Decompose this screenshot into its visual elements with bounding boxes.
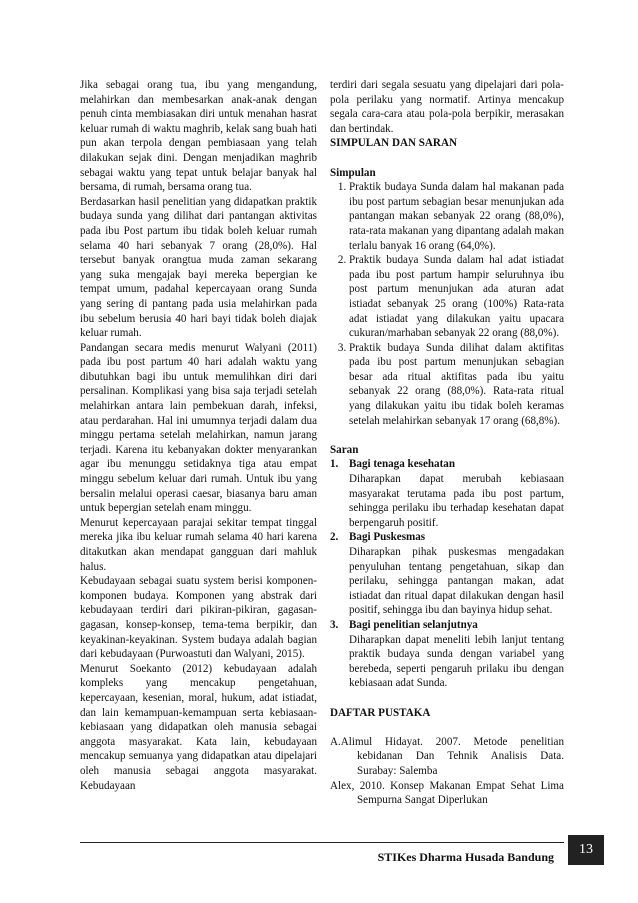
simpulan-list xyxy=(330,180,564,428)
saran-text: Diharapkan pihak puskesmas mengadakan penyuluhan tentang pengetahuan, sikap dan perilaku, sehingga pantangan makan, adat istiadat dan ritual dapat dilakukan dengan hasil positif, sehingga ibu dan bayinya hidup sehat. xyxy=(349,546,564,617)
saran-text: Diharapkan dapat merubah kebiasaan masyarakat terutama pada ibu post partum, sehingga perilaku ibu terhadap kesehatan dapat berpengaruh positif. xyxy=(349,473,564,529)
footer-divider xyxy=(80,842,564,843)
references-heading: DAFTAR PUSTAKA xyxy=(330,706,431,719)
saran-number: 2. xyxy=(330,531,339,544)
saran-item xyxy=(330,530,564,618)
paragraph: terdiri dari segala sesuatu yang dipelajari dari pola-pola perilaku yang normatif. Artinya mencakup segala cara-cara atau pola-pola berpikir, merasakan dan bertindak. xyxy=(330,79,564,135)
saran-item xyxy=(330,618,564,691)
simpulan-heading: Simpulan xyxy=(330,166,376,179)
right-column xyxy=(330,78,564,808)
left-column xyxy=(80,78,317,793)
paragraph: Jika sebagai orang tua, ibu yang mengandung, melahirkan dan membesarkan anak-anak dengan penuh cinta membiasakan diri untuk menahan hasrat keluar rumah di waktu maghrib, kelak sang buah hati pun akan terpola dengan pembiasaan yang telah dilakukan sejak dini. Dengan menjadikan maghrib sebagai waktu yang tepat untuk belajar banyak hal bersama, di rumah, bersama orang tua. xyxy=(80,79,317,194)
paragraph: Berdasarkan hasil penelitian yang didapatkan praktik budaya sunda yang dilihat dari pantangan aktivitas pada ibu Post partum ibu tidak boleh keluar rumah selama 40 hari sebanyak 7 orang (28,0%). Hal tersebut banyak orangtua muda zaman sekarang yang suka mengajak bayi mereka bepergian ke tempat umum, padahal kepercayaan orang Sunda yang sering di pantang pada usia melahirkan pada ibu sebelum berusia 40 hari bayi tidak boleh diajak keluar rumah. xyxy=(80,195,317,340)
saran-text: Diharapkan dapat meneliti lebih lanjut tentang praktik budaya sunda dengan variabel yang berebeda, seperti pengaruh prilaku ibu dengan kebiasaan adat Sunda. xyxy=(349,633,564,690)
saran-title: Bagi tenaga kesehatan xyxy=(349,458,456,471)
saran-number: 1. xyxy=(330,458,339,471)
saran-item xyxy=(330,457,564,530)
saran-number: 3. xyxy=(330,618,339,631)
paragraph: Kebudayaan sebagai suatu system berisi komponen-komponen budaya. Komponen yang abstrak dari kebudayaan terdiri dari pikiran-pikiran, gagasan-gagasan, konsep-konsep, tema-tema berpikir, dan keyakinan-keyakinan. System budaya adalah bagian dari kebudayaan (Purwoastuti dan Walyani, 2015). xyxy=(80,575,317,661)
saran-title: Bagi Puskesmas xyxy=(349,531,426,544)
footer-institution: STIKes Dharma Husada Bandung xyxy=(377,850,554,864)
list-item: 1. Praktik budaya Sunda dalam hal makanan pada ibu post partum sebagian besar menunjukan ada pantangan makan sebanyak 22 orang (88,0%), rata-rata makanan yang dipantang adalah makan terlalu banyak 16 orang (64,0%). xyxy=(349,180,564,253)
saran-heading: Saran xyxy=(330,443,359,456)
paragraph: Menurut Soekanto (2012) kebudayaan adalah kompleks yang mencakup pengetahuan, kepercayaan, kesenian, moral, hukum, adat istiadat, dan lain kemampuan-kemampuan serta kebiasaan-kebiasaan yang didapatkan oleh manusia sebagai anggota masyarakat. Kata lain, kebudayaan mencakup semuanya yang didapatkan atau dipelajari oleh manusia sebagai anggota masyarakat. Kebudayaan xyxy=(80,662,317,792)
section-heading: SIMPULAN DAN SARAN xyxy=(330,137,457,150)
paragraph: Pandangan secara medis menurut Walyani (2011) pada ibu post partum 40 hari adalah waktu yang dibutuhkan bagi ibu untuk memulihkan diri dari persalinan. Komplikasi yang bisa saja terjadi setelah melahirkan antara lain pembekuan darah, infeksi, atau perdarahan. Hal ini umumnya terjadi dalam dua minggu pertama setelah melahirkan, namun jarang terjadi. Karena itu kebanyakan dokter menyarankan agar ibu menunggu setidaknya tiga atau empat minggu sebelum keluar dari rumah. Untuk ibu yang bersalin melalui operasi caesar, biasanya baru aman untuk bepergian setelah enam minggu. xyxy=(80,341,317,515)
list-item: 2. Praktik budaya Sunda dalam hal adat istiadat pada ibu post partum hampir seluruhnya ibu post partum menunjukan ada aturan adat istiadat sebanyak 25 orang (100%) Rata-rata adat istiadat yang dilakukan yaitu upacara cukuran/marhaban sebanyak 22 orang (88,0%). xyxy=(349,253,564,341)
reference-entry: Alex, 2010. Konsep Makanan Empat Sehat Lima Sempurna Sangat Diperlukan xyxy=(330,779,564,807)
reference-entry: A.Alimul Hidayat. 2007. Metode penelitian kebidanan Dan Tehnik Analisis Data. Surabay: Salemba xyxy=(330,735,564,777)
list-item: 3. Praktik budaya Sunda dilihat dalam aktifitas pada ibu post partum menunjukan sebagian besar ada ritual aktifitas pada ibu yaitu sebanyak 22 orang (88,0%). Rata-rata ritual yang dilakukan yaitu ibu tidak boleh keramas setelah melahirkan sebanyak 17 orang (68,8%). xyxy=(349,341,564,429)
page-number: 13 xyxy=(568,835,604,865)
saran-title: Bagi penelitian selanjutnya xyxy=(349,618,478,631)
paragraph: Menurut kepercayaan parajai sekitar tempat tinggal mereka jika ibu keluar rumah selama 40 hari karena ditakutkan akan mendapat gangguan dari mahluk halus. xyxy=(80,516,317,573)
